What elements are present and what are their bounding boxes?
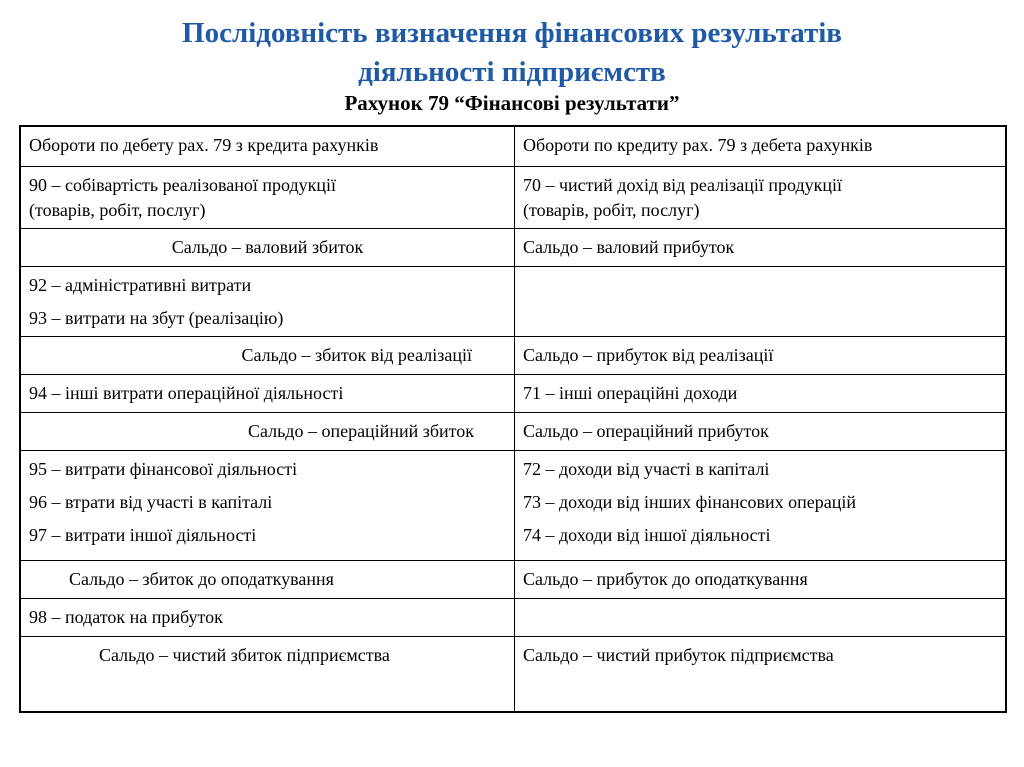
credit-cell — [515, 598, 1007, 636]
saldo-row — [20, 412, 1006, 450]
table-row — [20, 450, 1006, 560]
saldo-row — [20, 228, 1006, 266]
debit-saldo: Сальдо – валовий збиток — [20, 228, 515, 266]
credit-entry: 72 – доходи від участі в капіталі — [523, 458, 770, 479]
debit-entry: 93 – витрати на збут (реалізацію) — [29, 307, 284, 328]
debit-entry: 95 – витрати фінансової діяльності — [29, 458, 298, 479]
credit-entry: 73 – доходи від інших фінансових операцій — [523, 491, 856, 512]
debit-cell: 94 – інші витрати операційної діяльності — [20, 374, 515, 412]
credit-saldo: Сальдо – операційний прибуток — [515, 412, 1007, 450]
debit-entry: 96 – втрати від участі в капіталі — [29, 491, 273, 512]
credit-header: Обороти по кредиту рах. 79 з дебета рахунків — [515, 126, 1007, 166]
debit-cell — [20, 450, 515, 560]
credit-cell — [515, 266, 1007, 336]
saldo-row — [20, 636, 1006, 712]
debit-cell — [20, 166, 515, 228]
credit-cell: 71 – інші операційні доходи — [515, 374, 1007, 412]
credit-saldo: Сальдо – валовий прибуток — [515, 228, 1007, 266]
credit-entry: 74 – доходи від іншої діяльності — [523, 524, 771, 545]
credit-cell — [515, 166, 1007, 228]
table-row — [20, 374, 1006, 412]
table-row — [20, 266, 1006, 336]
debit-entry: (товарів, робіт, послуг) — [29, 199, 206, 220]
title-line-1: Послідовність визначення фінансових результатів — [182, 17, 842, 49]
credit-saldo: Сальдо – прибуток до оподаткування — [515, 560, 1007, 598]
credit-saldo: Сальдо – прибуток від реалізації — [515, 336, 1007, 374]
saldo-row — [20, 336, 1006, 374]
debit-saldo: Сальдо – збиток до оподаткування — [20, 560, 515, 598]
credit-entry: (товарів, робіт, послуг) — [523, 199, 700, 220]
saldo-row — [20, 560, 1006, 598]
table-row — [20, 166, 1006, 228]
account-subtitle: Рахунок 79 “Фінансові результати” — [344, 91, 680, 115]
debit-saldo: Сальдо – операційний збиток — [20, 412, 515, 450]
table-header-row — [20, 126, 1006, 166]
debit-entry: 92 – адміністративні витрати — [29, 274, 252, 295]
debit-entry: 97 – витрати іншої діяльності — [29, 524, 257, 545]
debit-saldo: Сальдо – збиток від реалізації — [20, 336, 515, 374]
title-line-2: діяльності підприємств — [358, 56, 666, 88]
page-title — [0, 14, 1024, 92]
credit-cell — [515, 450, 1007, 560]
table-row — [20, 598, 1006, 636]
credit-entry: 70 – чистий дохід від реалізації продукції — [523, 174, 843, 195]
debit-cell — [20, 266, 515, 336]
credit-saldo: Сальдо – чистий прибуток підприємства — [515, 636, 1007, 712]
debit-header: Обороти по дебету рах. 79 з кредита рахунків — [20, 126, 515, 166]
account-79-table — [19, 125, 1007, 713]
debit-cell: 98 – податок на прибуток — [20, 598, 515, 636]
debit-saldo: Сальдо – чистий збиток підприємства — [20, 636, 515, 712]
debit-entry: 90 – собівартість реалізованої продукції — [29, 174, 336, 195]
